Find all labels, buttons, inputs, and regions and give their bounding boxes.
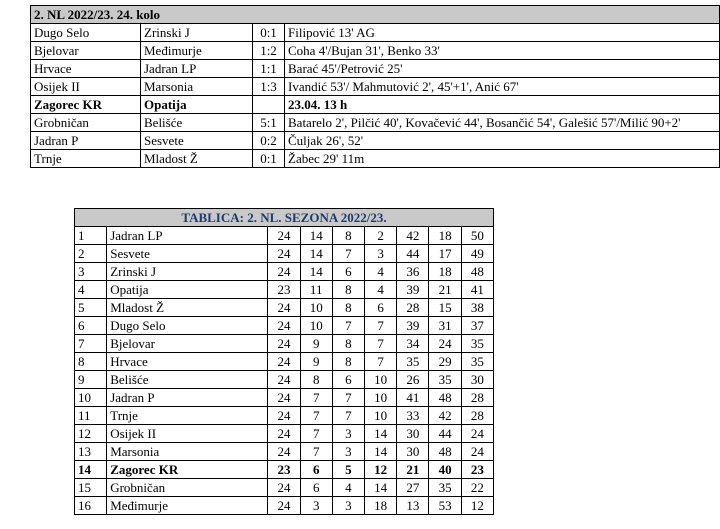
played: 24 — [268, 227, 300, 245]
wins: 7 — [300, 425, 332, 443]
standings-row — [75, 227, 494, 245]
played: 24 — [268, 371, 300, 389]
goals-against: 24 — [429, 335, 461, 353]
goals-against: 53 — [429, 497, 461, 515]
away-team: Opatija — [141, 96, 253, 114]
match-details: Žabec 29' 11m — [285, 150, 720, 168]
played: 24 — [268, 479, 300, 497]
team-name: Hrvace — [107, 353, 268, 371]
draws: 3 — [332, 497, 364, 515]
points: 12 — [461, 497, 493, 515]
losses: 3 — [365, 245, 397, 263]
goals-for: 30 — [397, 425, 429, 443]
team-name: Međimurje — [107, 497, 268, 515]
goals-for: 34 — [397, 335, 429, 353]
standings-row — [75, 443, 494, 461]
standings-row — [75, 263, 494, 281]
losses: 7 — [365, 317, 397, 335]
position: 2 — [75, 245, 107, 263]
team-name: Osijek II — [107, 425, 268, 443]
wins: 7 — [300, 389, 332, 407]
away-team: Jadran LP — [141, 60, 253, 78]
standings-table — [74, 208, 494, 515]
match-details: Batarelo 2', Pilčić 40', Kovačević 44', Bosančić 54', Galešić 57'/Milić 90+2' — [285, 114, 720, 132]
goals-against: 29 — [429, 353, 461, 371]
wins: 10 — [300, 317, 332, 335]
goals-for: 44 — [397, 245, 429, 263]
points: 22 — [461, 479, 493, 497]
match-score: 5:1 — [253, 114, 285, 132]
goals-against: 44 — [429, 425, 461, 443]
points: 50 — [461, 227, 493, 245]
position: 16 — [75, 497, 107, 515]
match-row — [31, 78, 720, 96]
position: 7 — [75, 335, 107, 353]
away-team: Mladost Ž — [141, 150, 253, 168]
played: 24 — [268, 245, 300, 263]
position: 14 — [75, 461, 107, 479]
goals-for: 35 — [397, 353, 429, 371]
draws: 7 — [332, 389, 364, 407]
team-name: Belišće — [107, 371, 268, 389]
standings-row — [75, 425, 494, 443]
goals-against: 35 — [429, 479, 461, 497]
position: 4 — [75, 281, 107, 299]
wins: 6 — [300, 461, 332, 479]
played: 24 — [268, 263, 300, 281]
goals-for: 30 — [397, 443, 429, 461]
losses: 14 — [365, 479, 397, 497]
standings-row — [75, 317, 494, 335]
goals-against: 48 — [429, 443, 461, 461]
draws: 7 — [332, 407, 364, 425]
draws: 8 — [332, 353, 364, 371]
match-score: 1:2 — [253, 42, 285, 60]
match-score: 1:1 — [253, 60, 285, 78]
wins: 9 — [300, 335, 332, 353]
position: 8 — [75, 353, 107, 371]
home-team: Osijek II — [31, 78, 141, 96]
home-team: Trnje — [31, 150, 141, 168]
draws: 4 — [332, 479, 364, 497]
home-team: Dugo Selo — [31, 24, 141, 42]
losses: 10 — [365, 389, 397, 407]
standings-row — [75, 353, 494, 371]
losses: 14 — [365, 443, 397, 461]
match-row — [31, 60, 720, 78]
draws: 3 — [332, 425, 364, 443]
played: 23 — [268, 461, 300, 479]
match-details: 23.04. 13 h — [285, 96, 720, 114]
match-row — [31, 96, 720, 114]
away-team: Zrinski J — [141, 24, 253, 42]
points: 38 — [461, 299, 493, 317]
draws: 3 — [332, 443, 364, 461]
team-name: Sesvete — [107, 245, 268, 263]
goals-for: 13 — [397, 497, 429, 515]
points: 49 — [461, 245, 493, 263]
match-row — [31, 114, 720, 132]
position: 3 — [75, 263, 107, 281]
goals-for: 27 — [397, 479, 429, 497]
draws: 6 — [332, 263, 364, 281]
match-score: 1:3 — [253, 78, 285, 96]
position: 10 — [75, 389, 107, 407]
away-team: Marsonia — [141, 78, 253, 96]
points: 48 — [461, 263, 493, 281]
goals-for: 41 — [397, 389, 429, 407]
played: 24 — [268, 389, 300, 407]
position: 12 — [75, 425, 107, 443]
goals-against: 18 — [429, 227, 461, 245]
position: 1 — [75, 227, 107, 245]
match-details: Coha 4'/Bujan 31', Benko 33' — [285, 42, 720, 60]
position: 15 — [75, 479, 107, 497]
losses: 6 — [365, 299, 397, 317]
wins: 14 — [300, 245, 332, 263]
wins: 9 — [300, 353, 332, 371]
standings-row — [75, 299, 494, 317]
draws: 8 — [332, 299, 364, 317]
wins: 8 — [300, 371, 332, 389]
match-score: 0:2 — [253, 132, 285, 150]
points: 30 — [461, 371, 493, 389]
team-name: Bjelovar — [107, 335, 268, 353]
losses: 4 — [365, 263, 397, 281]
team-name: Trnje — [107, 407, 268, 425]
points: 23 — [461, 461, 493, 479]
wins: 14 — [300, 263, 332, 281]
points: 41 — [461, 281, 493, 299]
away-team: Međimurje — [141, 42, 253, 60]
position: 9 — [75, 371, 107, 389]
standings-row — [75, 245, 494, 263]
wins: 3 — [300, 497, 332, 515]
team-name: Opatija — [107, 281, 268, 299]
match-row — [31, 24, 720, 42]
match-details: Ivandić 53'/ Mahmutović 2', 45'+1', Anić 67' — [285, 78, 720, 96]
position: 5 — [75, 299, 107, 317]
standings-title: TABLICA: 2. NL. SEZONA 2022/23. — [75, 209, 494, 227]
played: 24 — [268, 353, 300, 371]
points: 37 — [461, 317, 493, 335]
team-name: Dugo Selo — [107, 317, 268, 335]
team-name: Zrinski J — [107, 263, 268, 281]
draws: 8 — [332, 227, 364, 245]
draws: 6 — [332, 371, 364, 389]
points: 28 — [461, 389, 493, 407]
points: 28 — [461, 407, 493, 425]
standings-row — [75, 371, 494, 389]
standings-row — [75, 479, 494, 497]
match-details: Čuljak 26', 52' — [285, 132, 720, 150]
home-team: Hrvace — [31, 60, 141, 78]
points: 35 — [461, 353, 493, 371]
goals-for: 26 — [397, 371, 429, 389]
match-row — [31, 42, 720, 60]
played: 24 — [268, 407, 300, 425]
losses: 14 — [365, 425, 397, 443]
match-score: 0:1 — [253, 24, 285, 42]
points: 24 — [461, 443, 493, 461]
home-team: Bjelovar — [31, 42, 141, 60]
match-details: Barać 45'/Petrović 25' — [285, 60, 720, 78]
match-row — [31, 132, 720, 150]
team-name: Grobničan — [107, 479, 268, 497]
losses: 10 — [365, 371, 397, 389]
draws: 5 — [332, 461, 364, 479]
team-name: Marsonia — [107, 443, 268, 461]
goals-against: 15 — [429, 299, 461, 317]
losses: 2 — [365, 227, 397, 245]
wins: 7 — [300, 443, 332, 461]
position: 6 — [75, 317, 107, 335]
team-name: Jadran P — [107, 389, 268, 407]
played: 23 — [268, 281, 300, 299]
goals-against: 31 — [429, 317, 461, 335]
standings-row — [75, 461, 494, 479]
goals-against: 42 — [429, 407, 461, 425]
goals-for: 39 — [397, 281, 429, 299]
standings-row — [75, 407, 494, 425]
home-team: Grobničan — [31, 114, 141, 132]
away-team: Sesvete — [141, 132, 253, 150]
standings-row — [75, 335, 494, 353]
wins: 7 — [300, 407, 332, 425]
goals-against: 18 — [429, 263, 461, 281]
draws: 8 — [332, 281, 364, 299]
wins: 10 — [300, 299, 332, 317]
home-team: Jadran P — [31, 132, 141, 150]
position: 11 — [75, 407, 107, 425]
played: 24 — [268, 425, 300, 443]
wins: 14 — [300, 227, 332, 245]
goals-against: 35 — [429, 371, 461, 389]
goals-against: 40 — [429, 461, 461, 479]
losses: 10 — [365, 407, 397, 425]
played: 24 — [268, 335, 300, 353]
goals-for: 42 — [397, 227, 429, 245]
goals-for: 39 — [397, 317, 429, 335]
draws: 7 — [332, 245, 364, 263]
standings-header-row — [75, 209, 494, 227]
position: 13 — [75, 443, 107, 461]
goals-for: 21 — [397, 461, 429, 479]
standings-row — [75, 281, 494, 299]
team-name: Jadran LP — [107, 227, 268, 245]
draws: 7 — [332, 317, 364, 335]
goals-for: 33 — [397, 407, 429, 425]
losses: 12 — [365, 461, 397, 479]
results-table — [30, 5, 720, 168]
wins: 6 — [300, 479, 332, 497]
wins: 11 — [300, 281, 332, 299]
draws: 8 — [332, 335, 364, 353]
losses: 4 — [365, 281, 397, 299]
match-score: 0:1 — [253, 150, 285, 168]
goals-for: 28 — [397, 299, 429, 317]
match-score — [253, 96, 285, 114]
team-name: Mladost Ž — [107, 299, 268, 317]
goals-against: 48 — [429, 389, 461, 407]
goals-against: 17 — [429, 245, 461, 263]
match-details: Filipović 13' AG — [285, 24, 720, 42]
away-team: Belišće — [141, 114, 253, 132]
points: 24 — [461, 425, 493, 443]
team-name: Zagorec KR — [107, 461, 268, 479]
played: 24 — [268, 443, 300, 461]
losses: 7 — [365, 353, 397, 371]
points: 35 — [461, 335, 493, 353]
results-header-row — [31, 6, 720, 24]
home-team: Zagorec KR — [31, 96, 141, 114]
losses: 7 — [365, 335, 397, 353]
results-title: 2. NL 2022/23. 24. kolo — [31, 6, 720, 24]
losses: 18 — [365, 497, 397, 515]
standings-row — [75, 497, 494, 515]
played: 24 — [268, 497, 300, 515]
match-row — [31, 150, 720, 168]
standings-row — [75, 389, 494, 407]
played: 24 — [268, 299, 300, 317]
goals-for: 36 — [397, 263, 429, 281]
played: 24 — [268, 317, 300, 335]
goals-against: 21 — [429, 281, 461, 299]
